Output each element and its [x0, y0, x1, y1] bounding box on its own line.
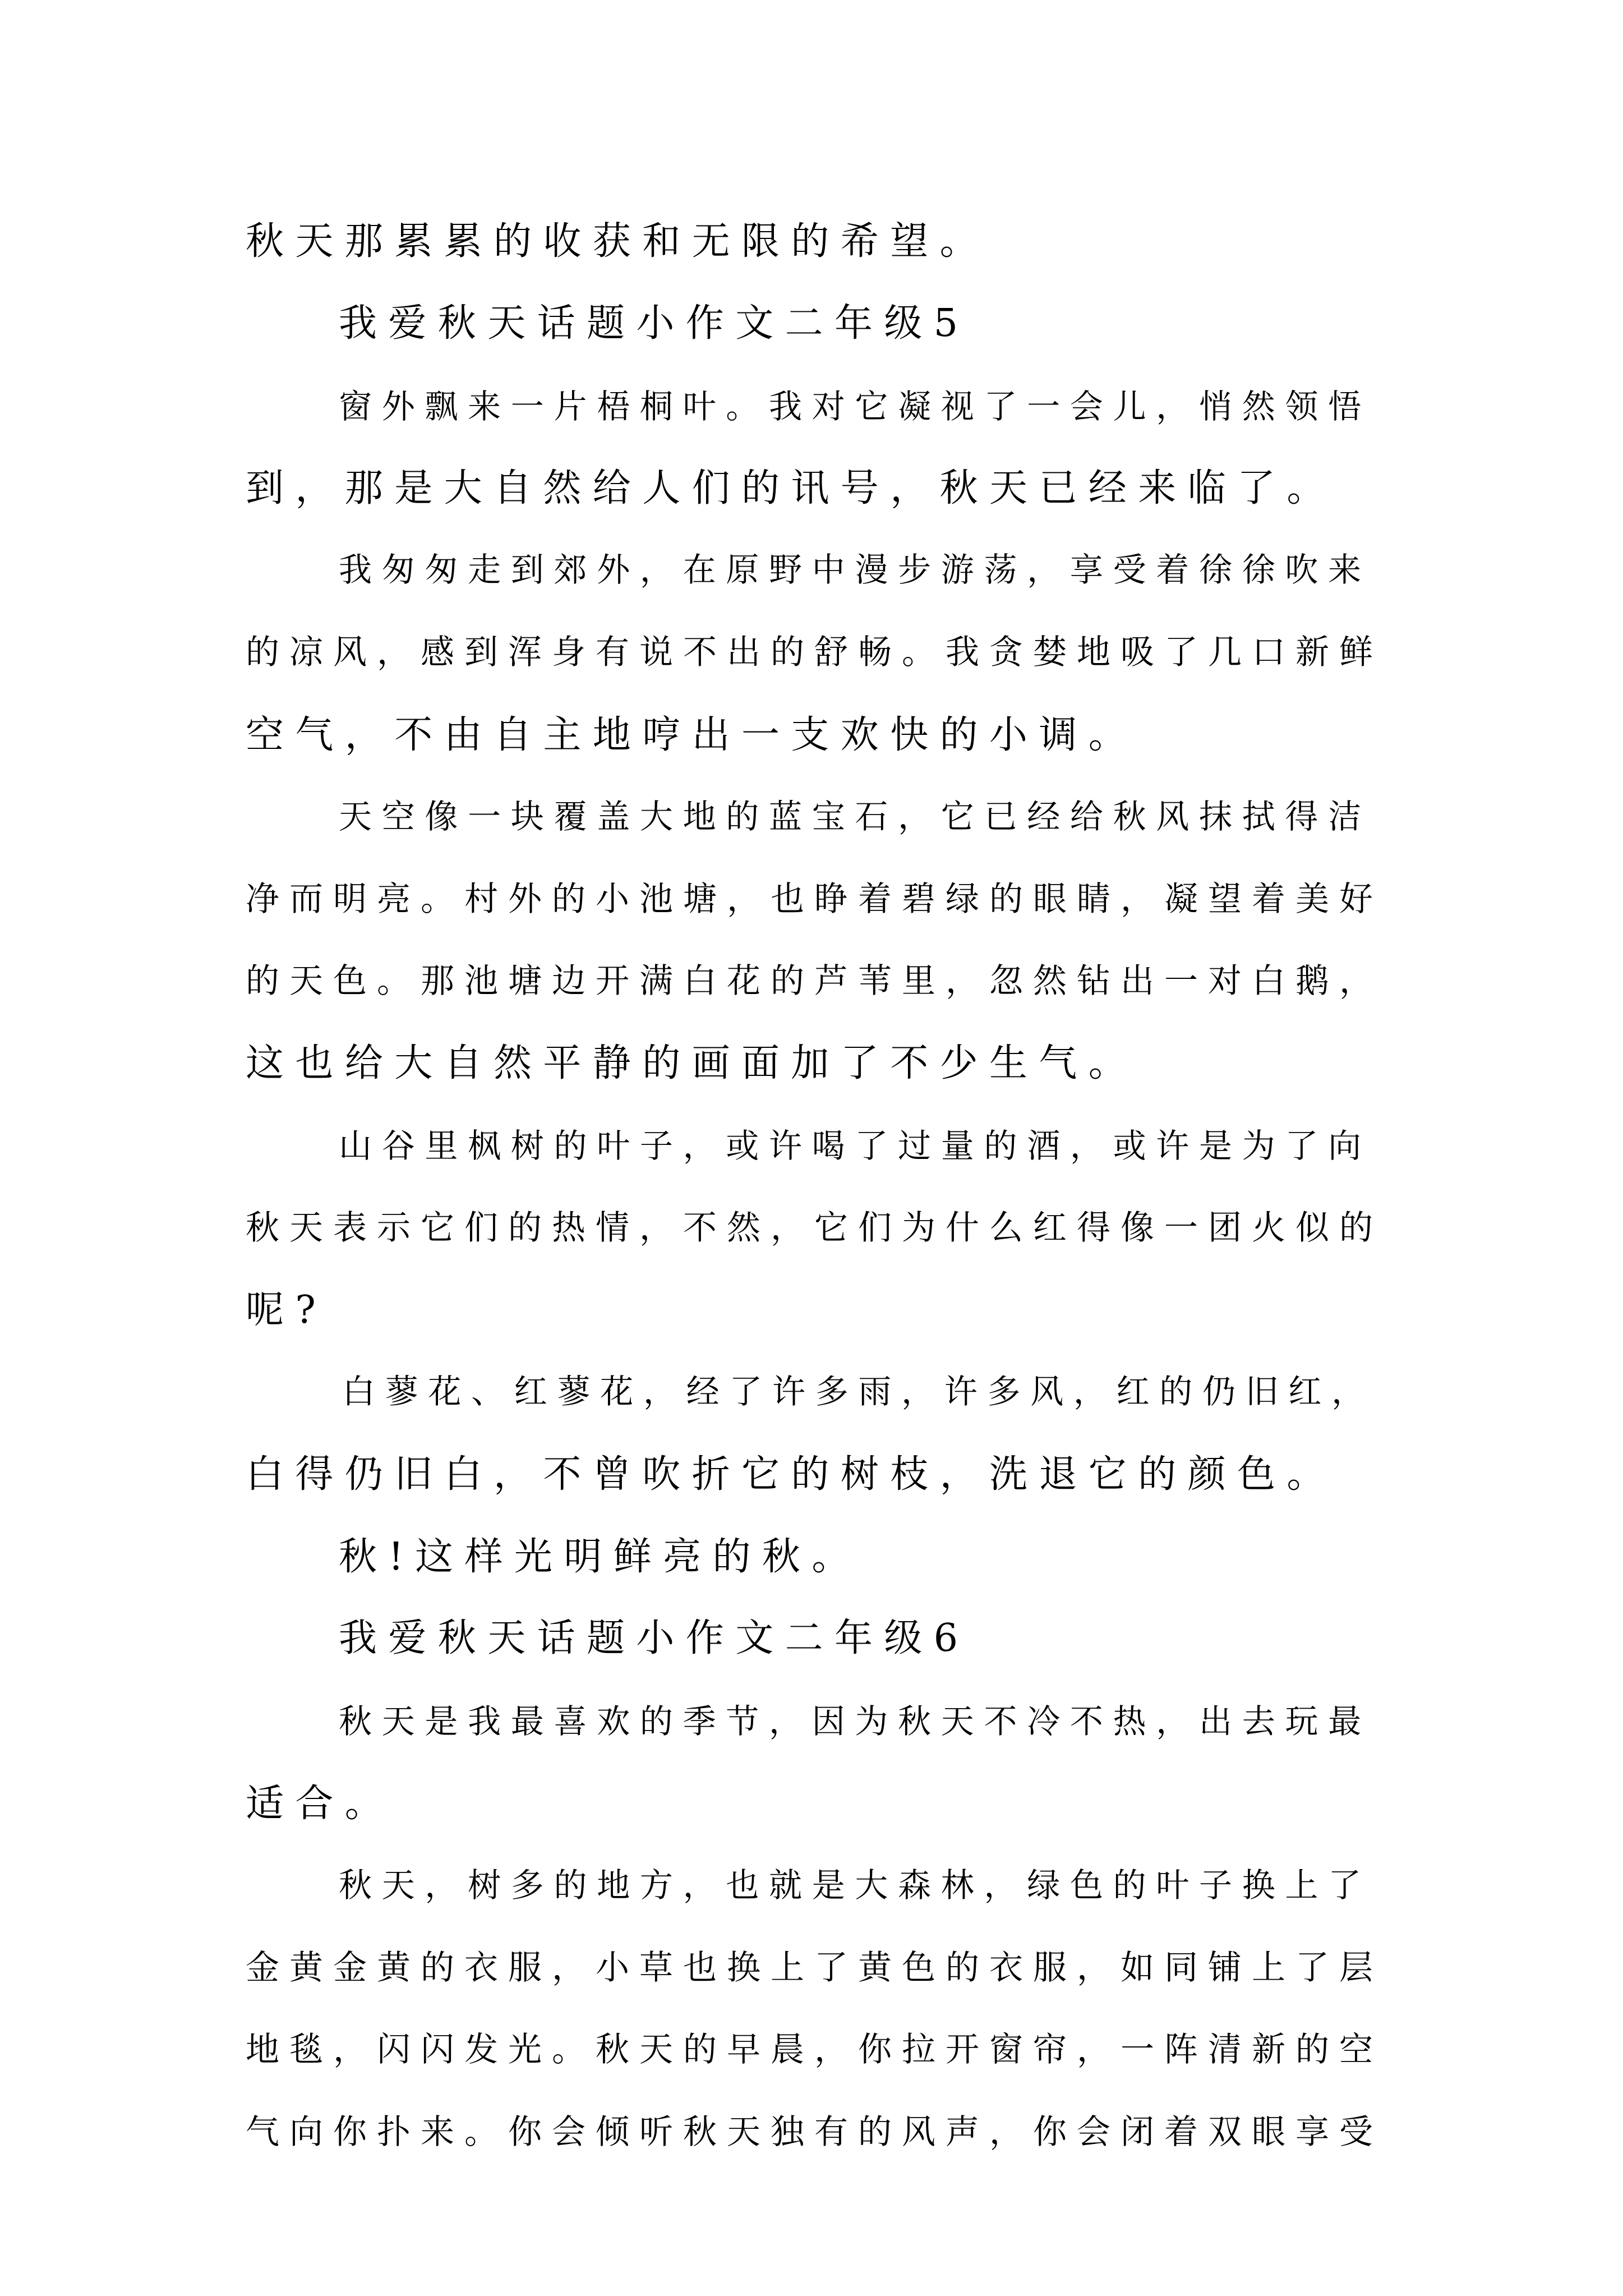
- heading-essay-6: 我爱秋天话题小作文二年级6: [339, 1616, 970, 1660]
- text-line: 秋天，树多的地方，也就是大森林，绿色的叶子换上了: [339, 1866, 1371, 1904]
- text-line: 空气，不由自主地哼出一支欢快的小调。: [246, 713, 1138, 757]
- text-line: 到，那是大自然给人们的讯号，秋天已经来临了。: [246, 466, 1336, 510]
- text-line: 气向你扑来。你会倾听秋天独有的风声，你会闭着双眼享受: [246, 2113, 1383, 2152]
- text-line: 秋!这样光明鲜亮的秋。: [339, 1535, 861, 1579]
- text-line: 这也给大自然平静的画面加了不少生气。: [246, 1041, 1138, 1085]
- text-line: 秋天表示它们的热情，不然，它们为什么红得像一团火似的: [246, 1208, 1383, 1248]
- text-line: 秋天那累累的收获和无限的希望。: [246, 219, 990, 264]
- text-line: 我匆匆走到郊外，在原野中漫步游荡，享受着徐徐吹来: [339, 550, 1371, 589]
- text-line: 净而明亮。村外的小池塘，也睁着碧绿的眼睛，凝望着美好: [246, 880, 1383, 919]
- text-line: 的天色。那池塘边开满白花的芦苇里，忽然钻出一对白鹅，: [246, 961, 1383, 1001]
- text-line: 天空像一块覆盖大地的蓝宝石，它已经给秋风抹拭得洁: [339, 797, 1371, 836]
- text-line: 秋天是我最喜欢的季节，因为秋天不冷不热，出去玩最: [339, 1702, 1371, 1741]
- text-line: 白蓼花、红蓼花，经了许多雨，许多风，红的仍旧红，: [342, 1372, 1375, 1411]
- text-line: 的凉风，感到浑身有说不出的舒畅。我贪婪地吸了几口新鲜: [246, 633, 1383, 672]
- heading-essay-5: 我爱秋天话题小作文二年级5: [339, 301, 970, 346]
- text-line: 窗外飘来一片梧桐叶。我对它凝视了一会儿，悄然领悟: [339, 387, 1371, 426]
- text-line: 白得仍旧白，不曾吹折它的树枝，洗退它的颜色。: [246, 1452, 1336, 1497]
- text-line: 金黄金黄的衣服，小草也换上了黄色的衣服，如同铺上了层: [246, 1948, 1383, 1987]
- text-line: 适合。: [246, 1782, 395, 1826]
- text-line: 山谷里枫树的叶子，或许喝了过量的酒，或许是为了向: [339, 1126, 1371, 1165]
- text-line: 地毯，闪闪发光。秋天的早晨，你拉开窗帘，一阵清新的空: [246, 2030, 1383, 2069]
- text-line: 呢?: [246, 1288, 328, 1332]
